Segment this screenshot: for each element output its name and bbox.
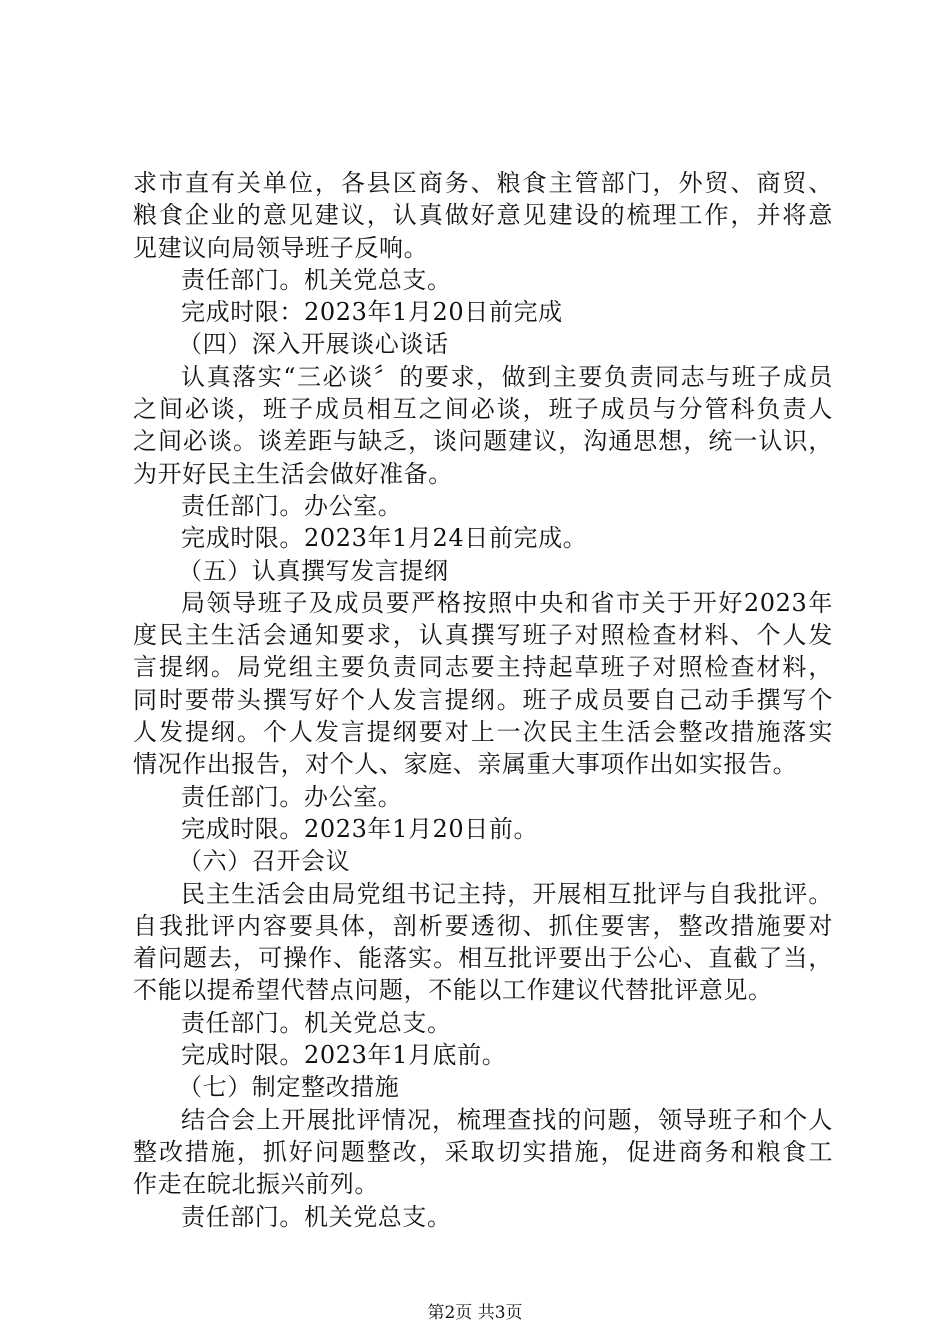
- deadline-line: 完成时限。2023年1月20日前。: [181, 814, 539, 843]
- document-body: [133, 167, 833, 1233]
- section-heading: （七）制定整改措施: [178, 1073, 400, 1102]
- responsible-dept-line: 责任部门。办公室。: [181, 491, 403, 520]
- body-line: 情况作出报告，对个人、家庭、亲属重大事项作出如实报告。: [133, 750, 798, 779]
- body-line: 度民主生活会通知要求，认真撰写班子对照检查材料、个人发: [133, 621, 833, 650]
- body-line: 同时要带头撰写好个人发言提纲。班子成员要自己动手撰写个: [133, 685, 833, 714]
- section-heading: （四）深入开展谈心谈话: [178, 330, 449, 359]
- body-line: 之间必谈。谈差距与缺乏，谈问题建议，沟通思想，统一认识，: [133, 427, 833, 456]
- responsible-dept-line: 责任部门。机关党总支。: [181, 265, 452, 294]
- responsible-dept-line: 责任部门。办公室。: [181, 782, 403, 811]
- body-line: 结合会上开展批评情况，梳理查找的问题，领导班子和个人: [181, 1105, 833, 1134]
- body-line: 见建议向局领导班子反响。: [133, 233, 429, 262]
- body-line: 粮食企业的意见建议，认真做好意见建设的梳理工作，并将意: [133, 201, 833, 230]
- responsible-dept-line: 责任部门。机关党总支。: [181, 1202, 452, 1231]
- body-line: 局领导班子及成员要严格按照中央和省市关于开好2023年: [181, 588, 833, 617]
- body-line: 求市直有关单位，各县区商务、粮食主管部门，外贸、商贸、: [133, 169, 833, 197]
- body-line: 之间必谈，班子成员相互之间必谈，班子成员与分管科负责人: [133, 395, 833, 424]
- body-line: 民主生活会由局党组书记主持，开展相互批评与自我批评。: [181, 879, 833, 908]
- body-line: 着问题去，可操作、能落实。相互批评要出于公心、直截了当，: [133, 944, 833, 973]
- page-number: 第2页 共3页: [427, 1303, 523, 1323]
- body-line: 言提纲。局党组主要负责同志要主持起草班子对照检查材料，: [133, 653, 833, 682]
- deadline-line: 完成时限。2023年1月24日前完成。: [181, 524, 588, 553]
- body-line: 不能以提希望代替点问题，不能以工作建议代替批评意见。: [133, 976, 773, 1005]
- body-line: 整改措施，抓好问题整改，采取切实措施，促进商务和粮食工: [133, 1137, 833, 1166]
- body-line: 认真落实“三必谈〞的要求，做到主要负责同志与班子成员: [181, 362, 833, 391]
- section-heading: （五）认真撰写发言提纲: [178, 556, 449, 585]
- deadline-line: 完成时限。2023年1月底前。: [181, 1041, 507, 1070]
- deadline-line: 完成时限：2023年1月20日前完成: [181, 298, 563, 327]
- body-line: 自我批评内容要具体，剖析要透彻、抓住要害，整改措施要对: [133, 911, 833, 940]
- responsible-dept-line: 责任部门。机关党总支。: [181, 1008, 452, 1037]
- body-line: 作走在皖北振兴前列。: [133, 1170, 379, 1199]
- body-line: 人发提纲。个人发言提纲要对上一次民主生活会整改措施落实: [133, 718, 833, 747]
- body-line: 为开好民主生活会做好准备。: [133, 459, 453, 488]
- section-heading: （六）召开会议: [178, 847, 351, 876]
